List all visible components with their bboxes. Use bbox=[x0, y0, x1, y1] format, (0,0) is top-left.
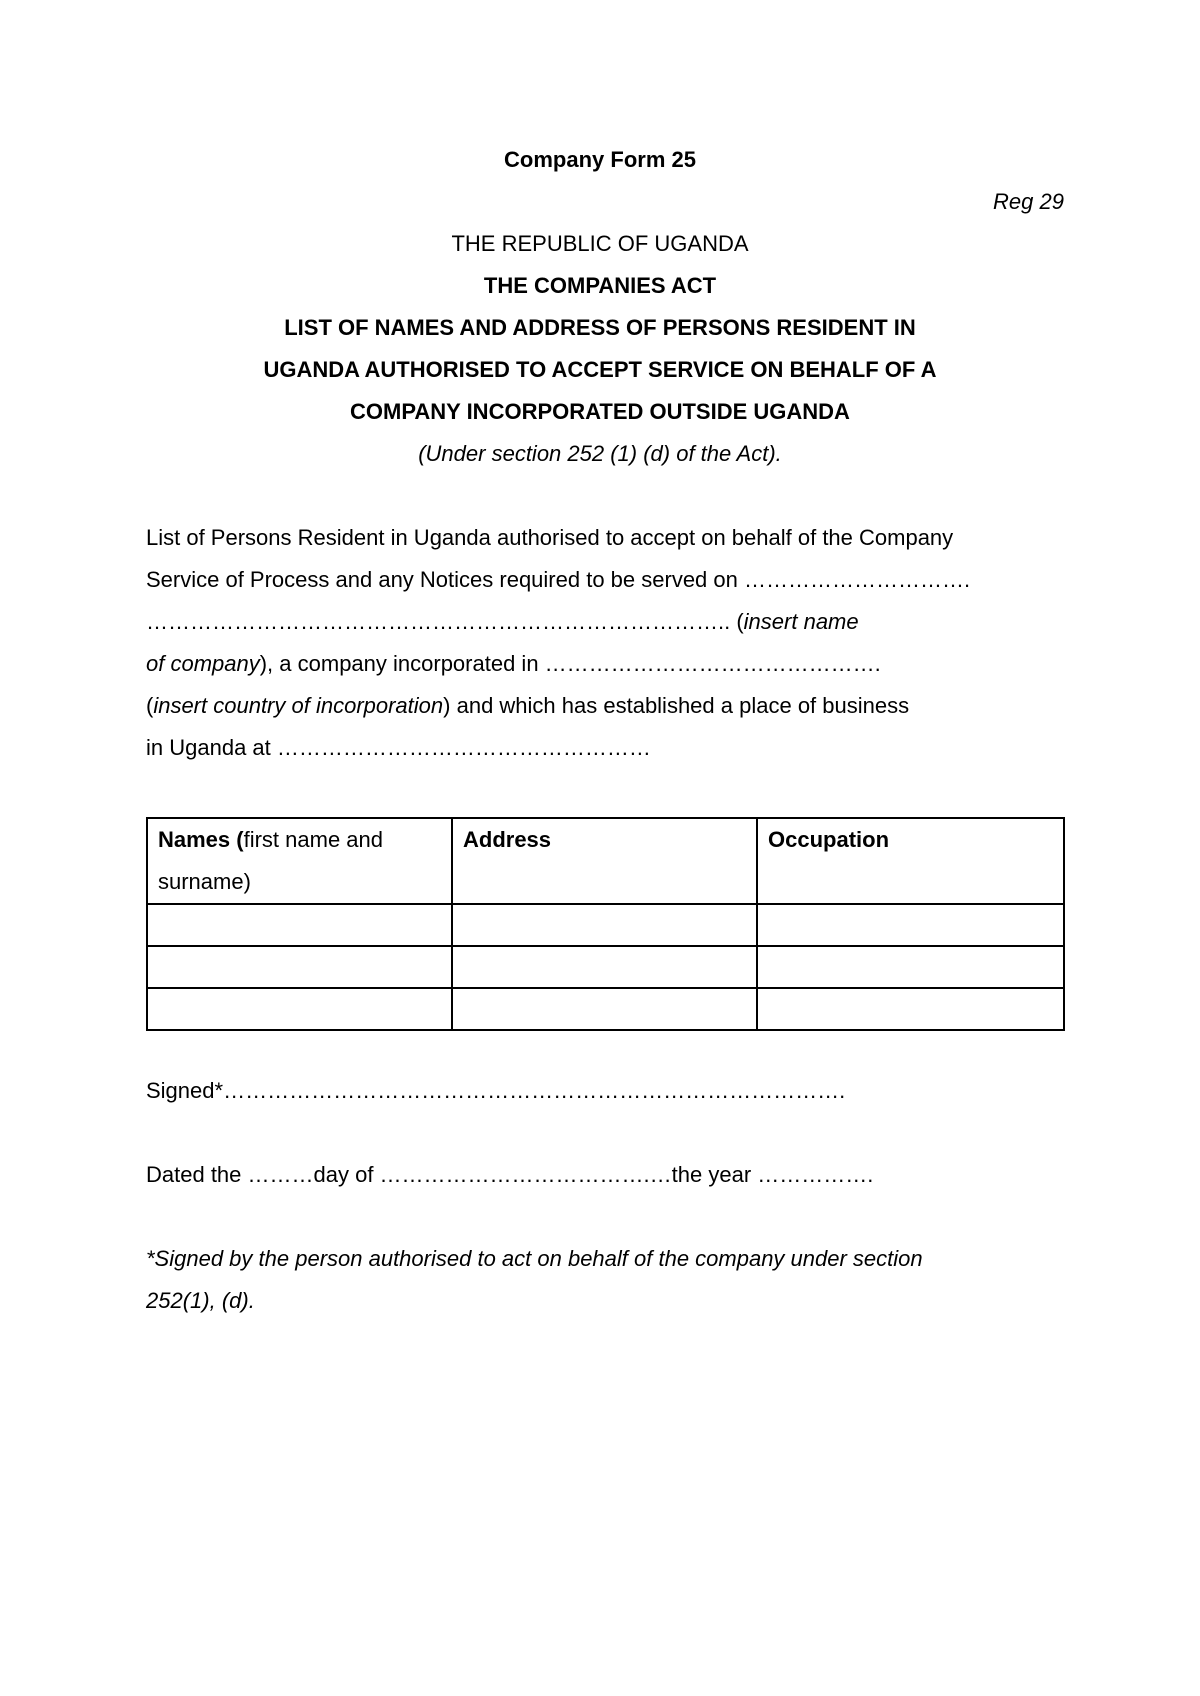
occupation-cell[interactable] bbox=[757, 946, 1064, 988]
occupation-cell[interactable] bbox=[757, 988, 1064, 1030]
name-cell[interactable] bbox=[147, 988, 452, 1030]
republic-heading: THE REPUBLIC OF UGANDA bbox=[451, 231, 749, 256]
table-header-row bbox=[147, 818, 1064, 904]
place-of-business-text: ) and which has established a place of business bbox=[443, 693, 910, 718]
address-cell[interactable] bbox=[452, 946, 757, 988]
body-line-4 bbox=[146, 650, 881, 678]
list-heading-line-3: COMPANY INCORPORATED OUTSIDE UGANDA bbox=[350, 399, 850, 424]
signature-note-line-1: *Signed by the person authorised to act on behalf of the company under section bbox=[146, 1246, 923, 1271]
act-heading: THE COMPANIES ACT bbox=[483, 273, 717, 298]
address-cell[interactable] bbox=[452, 988, 757, 1030]
signature-note-line-2: 252(1), (d). bbox=[146, 1288, 255, 1313]
company-name-blank: …………………………………………………………………….. ( bbox=[146, 609, 744, 634]
open-paren: ( bbox=[146, 693, 154, 718]
of-company-hint: of company bbox=[146, 651, 260, 676]
name-cell[interactable] bbox=[147, 904, 452, 946]
regulation-reference: Reg 29 bbox=[993, 189, 1064, 214]
form-title: Company Form 25 bbox=[504, 147, 696, 172]
table-row bbox=[147, 904, 1064, 946]
list-heading-line-2: UGANDA AUTHORISED TO ACCEPT SERVICE ON BEHALF OF A bbox=[263, 357, 937, 382]
insert-country-hint: insert country of incorporation bbox=[153, 693, 444, 718]
occupation-column-header: Occupation bbox=[757, 818, 1064, 904]
body-line-2: Service of Process and any Notices required to be served on …………………………. bbox=[146, 567, 971, 592]
name-cell[interactable] bbox=[147, 946, 452, 988]
names-column-header: Names (first name and surname) bbox=[147, 818, 452, 904]
dated-line: Dated the ………day of ……………………………….…the year ……………. bbox=[146, 1162, 874, 1187]
occupation-cell[interactable] bbox=[757, 904, 1064, 946]
body-line-6: in Uganda at …………………………………………… bbox=[146, 735, 651, 760]
insert-name-hint: insert name bbox=[743, 609, 859, 634]
body-line-3 bbox=[146, 608, 859, 636]
address-cell[interactable] bbox=[452, 904, 757, 946]
authorised-persons-table bbox=[146, 817, 1065, 1031]
body-line-5 bbox=[146, 692, 909, 720]
list-heading-line-1: LIST OF NAMES AND ADDRESS OF PERSONS RESIDENT IN bbox=[284, 315, 916, 340]
body-line-1: List of Persons Resident in Uganda authorised to accept on behalf of the Company bbox=[146, 525, 954, 550]
section-subtitle: (Under section 252 (1) (d) of the Act). bbox=[418, 441, 782, 466]
table-row bbox=[147, 988, 1064, 1030]
signed-line: Signed*…………………………………………………………………………. bbox=[146, 1078, 846, 1103]
country-incorporated-text: ), a company incorporated in ………………………………………. bbox=[259, 651, 881, 676]
table-row bbox=[147, 946, 1064, 988]
address-column-header: Address bbox=[452, 818, 757, 904]
